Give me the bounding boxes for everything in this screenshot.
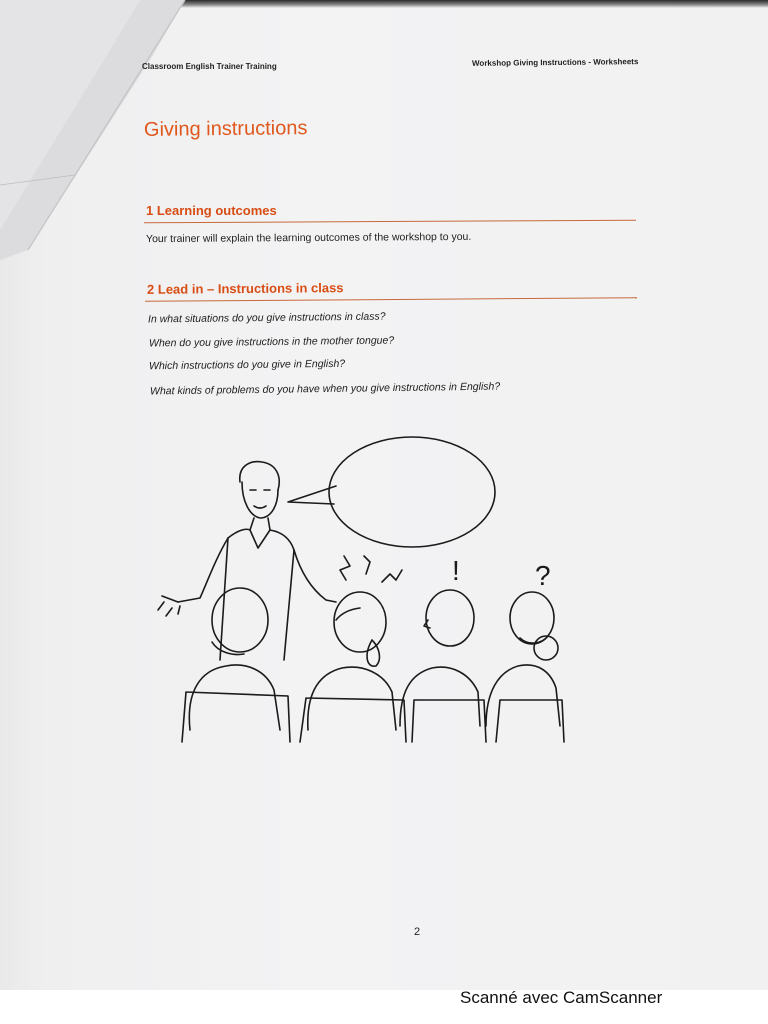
student-4 bbox=[486, 592, 564, 742]
question-item: When do you give instructions in the mother tongue? bbox=[148, 334, 395, 350]
section-1-rule bbox=[144, 220, 636, 224]
header-workshop-title: Workshop Giving Instructions - Worksheets bbox=[471, 57, 639, 68]
section-2-rule bbox=[145, 297, 637, 301]
student-1 bbox=[182, 588, 290, 742]
page-title: Giving instructions bbox=[143, 117, 308, 141]
speech-bubble bbox=[288, 437, 495, 547]
question-mark: ? bbox=[535, 560, 551, 591]
section-2-heading: 2 Lead in – Instructions in class bbox=[146, 280, 344, 297]
question-item: Which instructions do you give in English? bbox=[148, 357, 346, 373]
section-1-heading: 1 Learning outcomes bbox=[146, 203, 277, 218]
exclamation-mark: ! bbox=[452, 555, 460, 586]
camscanner-watermark: Scanné avec CamScanner bbox=[460, 988, 663, 1007]
question-item: What kinds of problems do you have when you give instructions in English? bbox=[149, 380, 501, 398]
teacher-figure bbox=[158, 462, 336, 660]
page-number: 2 bbox=[414, 926, 421, 938]
section-1-text: Your trainer will explain the learning outcomes of the workshop to you. bbox=[145, 230, 472, 246]
classroom-illustration bbox=[150, 430, 570, 750]
question-item: In what situations do you give instructions in class? bbox=[147, 310, 386, 326]
student-2 bbox=[300, 556, 406, 742]
header-course-title: Classroom English Trainer Training bbox=[142, 62, 277, 71]
student-3 bbox=[400, 590, 486, 742]
